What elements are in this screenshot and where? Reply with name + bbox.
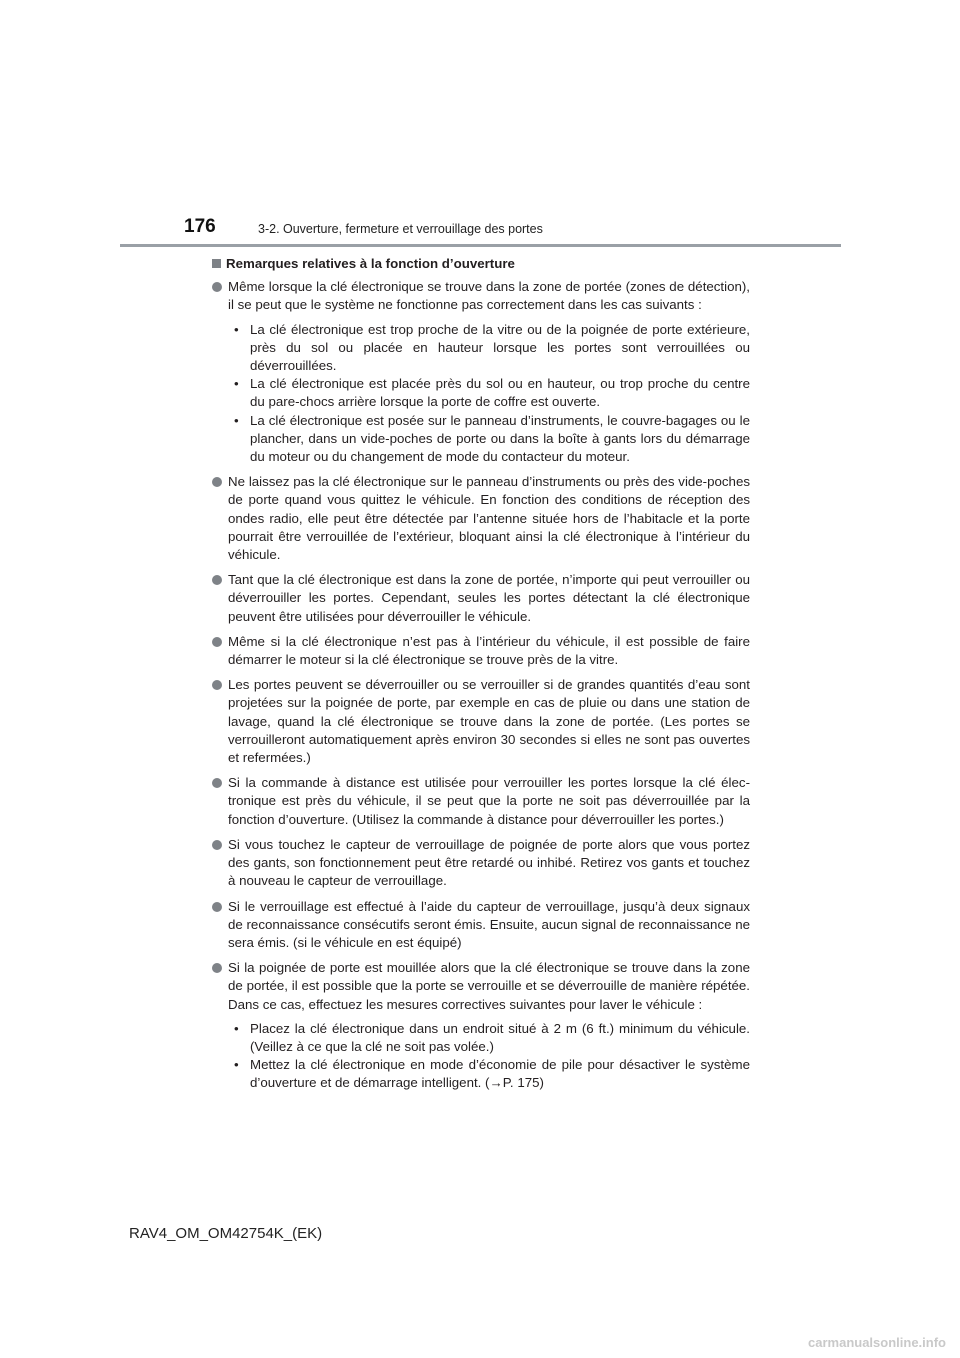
bullet-item	[212, 571, 750, 626]
sub-item-text: Placez la clé électronique dans un endroit situé à 2 m (6 ft.) minimum du véhicule. (Veillez à ce que la clé ne soit pas volée.)	[250, 1020, 750, 1054]
sub-item: • Placez la clé électronique dans un endroit situé à 2 m (6 ft.) minimum du véhicule. (Veillez à ce que la clé ne soit pas volée.)	[234, 1020, 750, 1054]
main-content	[212, 255, 750, 1100]
bullet-item	[212, 836, 750, 891]
sub-list	[228, 321, 750, 467]
sub-item-text: La clé électronique est trop proche de la vitre ou de la poignée de porte extérieure, près du sol ou placée en hauteur lorsque les portes sont verrouillées ou déverrouillées.	[250, 321, 750, 374]
sub-item: • Mettez la clé électronique en mode d’économie de pile pour désactiver le système d’ouverture et de démarrage intelligent. (→P. 175)	[234, 1057, 750, 1091]
bullet-text: Ne laissez pas la clé électronique sur le panneau d’instruments ou près des vide-poches de porte quand vous quittez le véhicule. En fonction des conditions de réception des ondes radio, elle peut être détectée par l’antenne située hors de l’habitacle et la porte pourrait être verrouillée de l’extérieur, bloquant ainsi la clé électronique à l’intérieur du véhicule.	[228, 474, 750, 563]
sub-item: • La clé électronique est posée sur le panneau d’instruments, le couvre-bagages ou le plancher, dans un vide-poches de porte ou dans la boîte à gants lors du démarrage du moteur ou du changement de mode du contacteur du moteur.	[234, 412, 750, 465]
bullet-item	[212, 633, 750, 669]
bullet-text: Si la poignée de porte est mouillée alors que la clé électronique se trouve dans la zone de portée, il est possible que la porte se verrouille et se déverrouille de manière répétée. Dans ce cas, effectuez les mesures correctives suivantes pour laver le véhicule :	[228, 960, 750, 1012]
circle-bullet-icon	[212, 840, 222, 850]
sub-item-text: La clé électronique est placée près du sol ou en hauteur, ou trop proche du centre du pare-chocs arrière lorsque la porte de coffre est ouverte.	[250, 376, 750, 410]
bullet-text: Tant que la clé électronique est dans la zone de portée, n’importe qui peut verrouiller ou déverrouiller les portes. Cependant, seules les portes détectant la clé électronique peuvent être utilisées pour déverrouiller le véhicule.	[228, 572, 750, 624]
circle-bullet-icon	[212, 282, 222, 292]
watermark: carmanualsonline.info	[808, 1335, 946, 1350]
sub-item: • La clé électronique est trop proche de la vitre ou de la poignée de porte extérieure, près du sol ou placée en hauteur lorsque les portes sont verrouillées ou déverrouillées.	[234, 321, 750, 374]
document-code-footer: RAV4_OM_OM42754K_(EK)	[129, 1225, 323, 1242]
bullet-text: Même lorsque la clé électronique se trouve dans la zone de portée (zones de détection), il se peut que le système ne fonctionne pas correctement dans les cas suivants :	[228, 279, 750, 313]
square-bullet-icon	[212, 259, 221, 268]
bullet-text: Si vous touchez le capteur de verrouillage de poignée de porte alors que vous portez des gants, son fonctionnement peut être retardé ou inhibé. Retirez vos gants et touchez à nouveau le capteur de verrouillage.	[228, 836, 750, 889]
bullet-text: Les portes peuvent se déverrouiller ou se verrouiller si de grandes quantités d’eau sont projetées sur la poignée de porte, par exemple en cas de pluie ou dans une station de lavage, quand la clé électronique se trouve dans la zone de portée. (Les portes se verrouilleront automatiquement après environ 30 secondes si elles ne sont pas ouvertes et refermées.)	[228, 677, 750, 766]
sub-list	[228, 1020, 750, 1093]
bullet-text: Si le verrouillage est effectué à l’aide du capteur de verrouillage, jusqu’à deux signaux de reconnaissance consécutifs seront émis. Ensuite, aucun signal de reconnaissance ne sera émis. (si le véhicule en est équipé)	[228, 898, 750, 950]
bullet-item	[212, 676, 750, 767]
bullet-text: Même si la clé électronique n’est pas à l’intérieur du véhicule, il est possible de faire démarrer le moteur si la clé électronique se trouve près de la vitre.	[228, 633, 750, 668]
circle-bullet-icon	[212, 637, 222, 647]
sub-item: • La clé électronique est placée près du sol ou en hauteur, ou trop proche du centre du pare-chocs arrière lorsque la porte de coffre est ouverte.	[234, 376, 750, 410]
bullet-item	[212, 898, 750, 953]
bullet-item	[212, 774, 750, 829]
page-number: 176	[184, 216, 216, 237]
notes-heading	[212, 255, 750, 273]
header-rule	[120, 244, 841, 247]
bullet-item	[212, 473, 750, 564]
sub-item-text: Mettez la clé électronique en mode d’économie de pile pour désactiver le système d’ouverture et de démarrage intelligent. (→P. 175)	[250, 1057, 750, 1091]
bullet-item	[212, 959, 750, 1092]
bullet-item	[212, 278, 750, 466]
circle-bullet-icon	[212, 575, 222, 585]
circle-bullet-icon	[212, 902, 222, 912]
circle-bullet-icon	[212, 778, 222, 788]
circle-bullet-icon	[212, 680, 222, 690]
sub-item-text: La clé électronique est posée sur le panneau d’instruments, le couvre-bagages ou le plancher, dans un vide-poches de porte ou dans la boîte à gants lors du démarrage du moteur ou du changement de mode du contacteur du moteur.	[250, 412, 750, 465]
heading-text: Remarques relatives à la fonction d’ouverture	[226, 256, 515, 271]
bullet-text: Si la commande à distance est utilisée pour verrouiller les portes lorsque la clé électronique est près du véhicule, il se peut que la porte ne soit pas déverrouillée par la fonction d’ouverture. (Utilisez la commande à distance pour déverrouiller les portes.)	[228, 775, 750, 827]
section-title: 3-2. Ouverture, fermeture et verrouillage des portes	[258, 222, 543, 236]
circle-bullet-icon	[212, 963, 222, 973]
circle-bullet-icon	[212, 477, 222, 487]
